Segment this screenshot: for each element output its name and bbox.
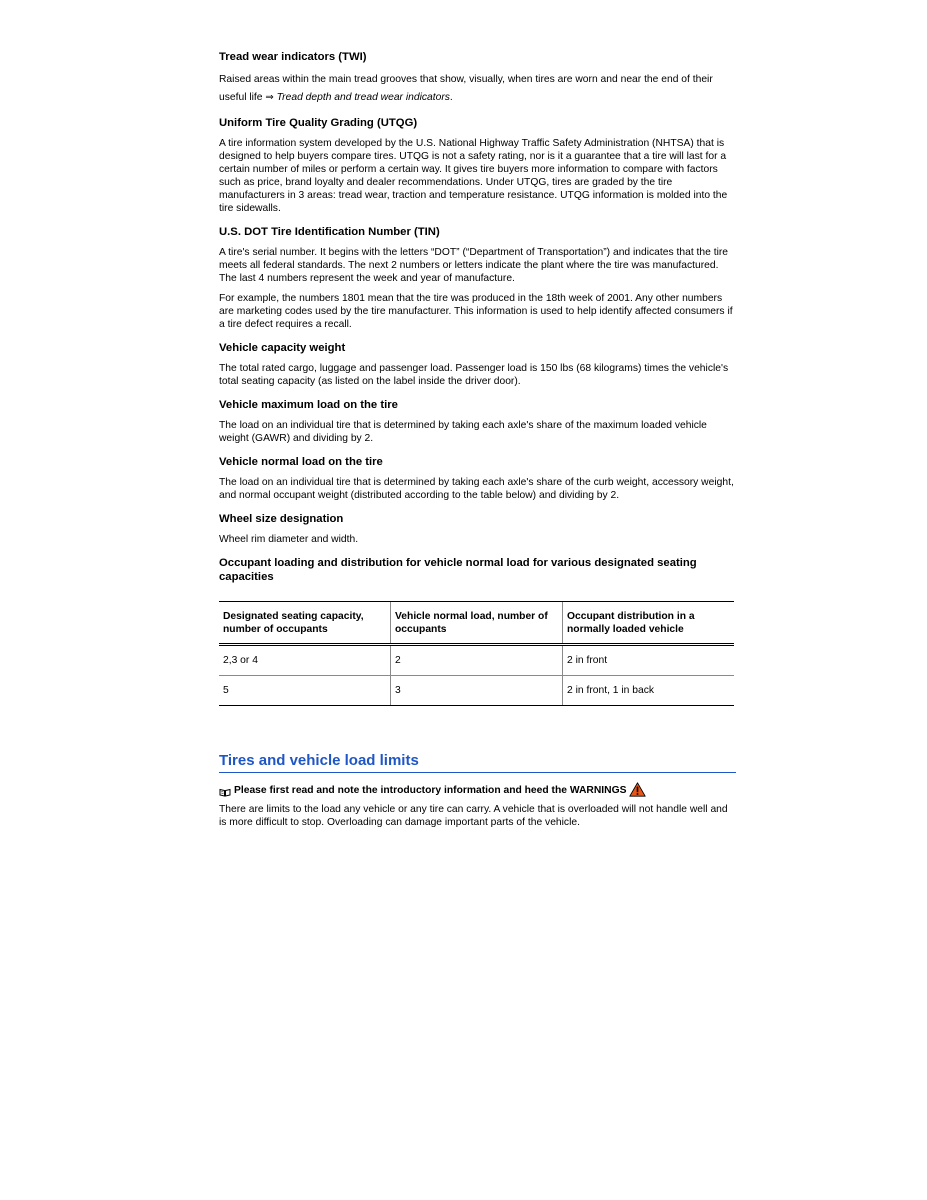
normal-load-section <box>219 455 736 502</box>
table-header-row <box>219 602 734 645</box>
capacity-weight-heading: Vehicle capacity weight <box>219 342 346 354</box>
normal-load-heading: Vehicle normal load on the tire <box>219 456 383 468</box>
tin-section <box>219 225 736 331</box>
max-load-section <box>219 398 736 445</box>
twi-body: Raised areas within the main tread grooves that show, visually, when tires are worn and near the end of their useful life <box>219 74 713 103</box>
table-row <box>219 676 734 706</box>
tin-heading: U.S. DOT Tire Identification Number (TIN) <box>219 226 440 238</box>
tin-text-2: For example, the numbers 1801 mean that the tire was produced in the 18th week of 2001. Any other numbers are marketing codes used by the tire manufacturer. This information is used to help identify affected consumers if a tire defect requires a recall. <box>219 293 733 330</box>
table-cell: 2 in front <box>563 645 735 676</box>
load-limits-section <box>219 752 736 829</box>
wheel-size-section <box>219 512 736 546</box>
max-load-text: The load on an individual tire that is determined by taking each axle's share of the maximum loaded vehicle weight (GAWR) and dividing by 2. <box>219 420 707 444</box>
utqg-heading: Uniform Tire Quality Grading (UTQG) <box>219 117 418 129</box>
table-cell: 3 <box>391 676 563 706</box>
occupant-table-section <box>219 556 736 706</box>
table-cell: 2 <box>391 645 563 676</box>
capacity-weight-section <box>219 341 736 388</box>
wheel-size-heading: Wheel size designation <box>219 513 344 525</box>
max-load-heading: Vehicle maximum load on the tire <box>219 399 398 411</box>
occupant-table-title: Occupant loading and distribution for vehicle normal load for various designated seating capacities <box>219 557 697 583</box>
capacity-weight-text: The total rated cargo, luggage and passenger load. Passenger load is 150 lbs (68 kilograms) times the vehicle's total seating capacity (as listed on the label inside the driver door). <box>219 363 729 387</box>
cross-reference-arrow-icon: ⇒ <box>265 91 274 103</box>
page-content <box>219 50 736 836</box>
wheel-size-text: Wheel rim diameter and width. <box>219 534 359 545</box>
normal-load-text: The load on an individual tire that is determined by taking each axle's share of the curb weight, accessory weight, and normal occupant weight (distributed according to the table below) and dividing by 2. <box>219 477 734 501</box>
table-cell: 2 in front, 1 in back <box>563 676 735 706</box>
intro-note-text: Please first read and note the introductory information and heed the WARNINGS <box>234 785 627 796</box>
tin-text-1: A tire's serial number. It begins with the letters “DOT” (“Department of Transportation”) and indicates that the tire meets all federal standards. The next 2 numbers or letters indicate the plant where the tire was manufactured. The last 4 numbers represent the week and year of manufacture. <box>219 247 729 284</box>
book-icon <box>219 787 231 796</box>
twi-heading: Tread wear indicators (TWI) <box>219 51 367 63</box>
utqg-section <box>219 116 736 215</box>
table-header-cell: Vehicle normal load, number of occupants <box>391 602 563 645</box>
table-header-cell: Occupant distribution in a normally loaded vehicle <box>563 602 735 645</box>
intro-note <box>219 783 736 799</box>
table-cell: 2,3 or 4 <box>219 645 391 676</box>
twi-text <box>219 71 736 106</box>
table-cell: 5 <box>219 676 391 706</box>
twi-cross-reference-link[interactable]: Tread depth and tread wear indicators <box>276 91 450 103</box>
occupant-table <box>219 601 734 706</box>
warning-triangle-icon[interactable] <box>629 782 646 797</box>
load-limits-text: There are limits to the load any vehicle or any tire can carry. A vehicle that is overloaded will not handle well and is more difficult to stop. Overloading can damage important parts of the vehicle. <box>219 804 728 828</box>
table-row <box>219 645 734 676</box>
utqg-text: A tire information system developed by the U.S. National Highway Traffic Safety Administration (NHTSA) that is designed to help buyers compare tires. UTQG is not a safety rating, nor is it a guarantee that a tire will last for a certain number of miles or perform a certain way. It gives tire buyers more information to compare with factors such as price, brand loyalty and dealer recommendations. Under UTQG, tires are graded by the tire manufacturers in 3 areas: tread wear, traction and temperature resistance. UTQG information is molded into the tire sidewalls. <box>219 138 728 214</box>
load-limits-heading: Tires and vehicle load limits <box>219 752 736 773</box>
table-header-cell: Designated seating capacity, number of occupants <box>219 602 391 645</box>
twi-section <box>219 50 736 106</box>
twi-period: . <box>449 91 453 103</box>
